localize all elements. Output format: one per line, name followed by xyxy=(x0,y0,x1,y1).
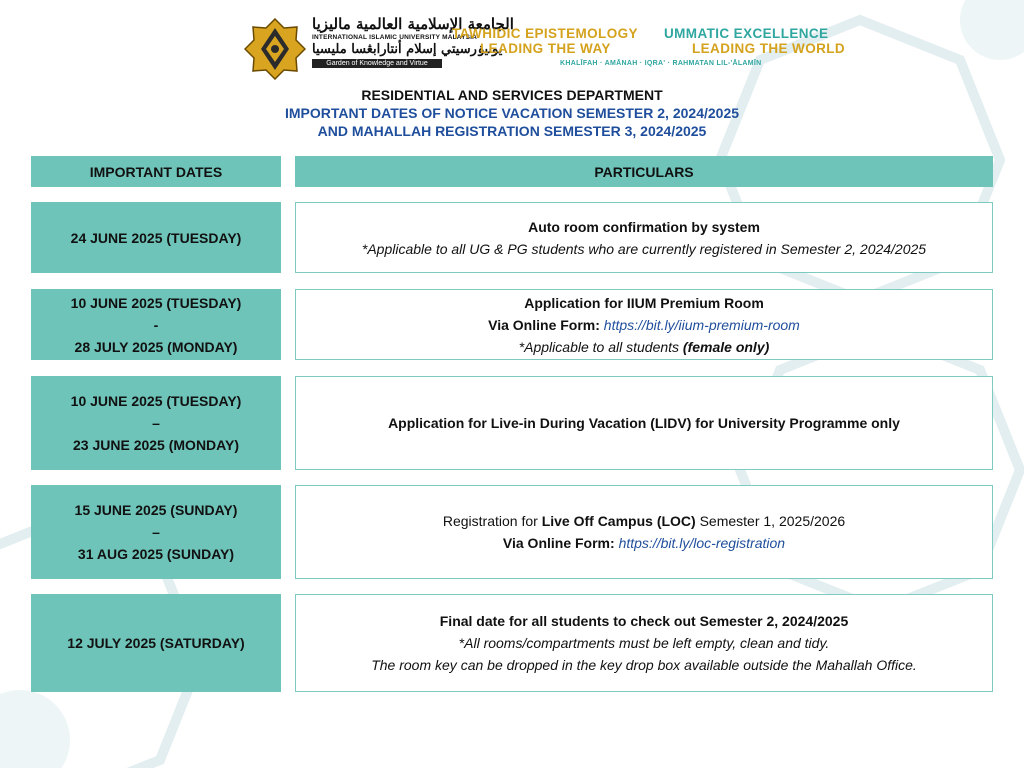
particular-note-2: The room key can be dropped in the key drop box available outside the Mahallah Office. xyxy=(371,657,917,673)
online-form-label: Via Online Form: xyxy=(488,316,600,333)
tagline-tawhidic: TAWHIDIC EPISTEMOLOGY xyxy=(452,26,638,41)
particular-note-emphasis: (female only) xyxy=(682,338,770,355)
page-titles xyxy=(0,86,1024,140)
registration-emphasis: Live Off Campus (LOC) xyxy=(541,513,696,529)
particulars-cell-row-1 xyxy=(295,202,993,273)
date-separator: – xyxy=(152,415,160,431)
date-cell-row-4 xyxy=(31,485,281,579)
header-banner xyxy=(0,14,1024,84)
particular-title: Auto room confirmation by system xyxy=(528,218,760,235)
particular-title: Application for Live-in During Vacation (LIDV) for University Programme only xyxy=(388,415,900,431)
particular-note: *Applicable to all UG & PG students who are currently registered in Semester 2, 2024/2025 xyxy=(361,240,927,257)
online-form-label: Via Online Form: xyxy=(502,535,615,551)
particulars-cell-row-5 xyxy=(295,594,993,692)
notice-title-line2: AND MAHALLAH REGISTRATION SEMESTER 3, 2024/2025 xyxy=(317,123,707,139)
date-end: 31 AUG 2025 (SUNDAY) xyxy=(77,546,235,562)
tagline-ummatic: UMMATIC EXCELLENCE xyxy=(664,26,829,41)
date-end: 23 JUNE 2025 (MONDAY) xyxy=(73,437,239,453)
iium-logo-icon xyxy=(244,18,306,80)
university-malay-jawi-name: يونيۏرسيتي إسلام أنتارابڠسا مليسيا xyxy=(312,42,503,57)
date-cell-row-1 xyxy=(31,202,281,273)
registration-line xyxy=(443,510,845,532)
particular-note-1: *All rooms/compartments must be left empty, clean and tidy. xyxy=(458,635,830,651)
date-text: 24 JUNE 2025 (TUESDAY) xyxy=(70,229,242,246)
particular-title: Application for IIUM Premium Room xyxy=(524,294,764,311)
online-form-line xyxy=(503,532,785,554)
date-start: 15 JUNE 2025 (SUNDAY) xyxy=(74,502,238,518)
premium-room-link[interactable]: https://bit.ly/iium-premium-room xyxy=(603,316,800,333)
notice-title-line1: IMPORTANT DATES OF NOTICE VACATION SEMESTER 2, 2024/2025 xyxy=(284,105,740,121)
online-form-line xyxy=(488,314,800,336)
date-cell-row-5 xyxy=(31,594,281,692)
date-end: 28 JULY 2025 (MONDAY) xyxy=(74,338,238,355)
date-separator: – xyxy=(152,524,160,540)
department-title: RESIDENTIAL AND SERVICES DEPARTMENT xyxy=(361,87,663,103)
university-name-block xyxy=(312,15,514,68)
date-cell-row-2 xyxy=(31,289,281,360)
date-start: 10 JUNE 2025 (TUESDAY) xyxy=(70,294,242,311)
date-separator: - xyxy=(153,316,159,333)
particular-note: *Applicable to all students xyxy=(518,338,680,355)
date-cell-row-3 xyxy=(31,376,281,470)
tagline-values: KHALĪFAH · AMĀNAH · IQRA' · RAHMATAN LIL-'ĀLAMĪN xyxy=(560,60,762,67)
university-motto: Garden of Knowledge and Virtue xyxy=(312,59,442,68)
date-text: 12 JULY 2025 (SATURDAY) xyxy=(67,635,245,651)
tagline-leading-way: LEADING THE WAY xyxy=(480,41,611,56)
registration-suffix: Semester 1, 2025/2026 xyxy=(699,513,846,529)
university-english-name: INTERNATIONAL ISLAMIC UNIVERSITY MALAYSIA xyxy=(312,34,478,41)
date-start: 10 JUNE 2025 (TUESDAY) xyxy=(70,393,242,409)
tagline-leading-world: LEADING THE WORLD xyxy=(692,41,846,56)
column-header-particulars: PARTICULARS xyxy=(295,156,993,187)
loc-registration-link[interactable]: https://bit.ly/loc-registration xyxy=(618,535,786,551)
particular-note-line xyxy=(519,336,770,358)
university-arabic-name: الجامعة الإسلامية العالمية ماليزيا xyxy=(312,15,514,33)
column-header-dates: IMPORTANT DATES xyxy=(31,156,281,187)
particulars-cell-row-4 xyxy=(295,485,993,579)
particular-title: Final date for all students to check out Semester 2, 2024/2025 xyxy=(439,613,849,629)
particulars-cell-row-2 xyxy=(295,289,993,360)
registration-prefix: Registration for xyxy=(442,513,538,529)
particulars-cell-row-3 xyxy=(295,376,993,470)
